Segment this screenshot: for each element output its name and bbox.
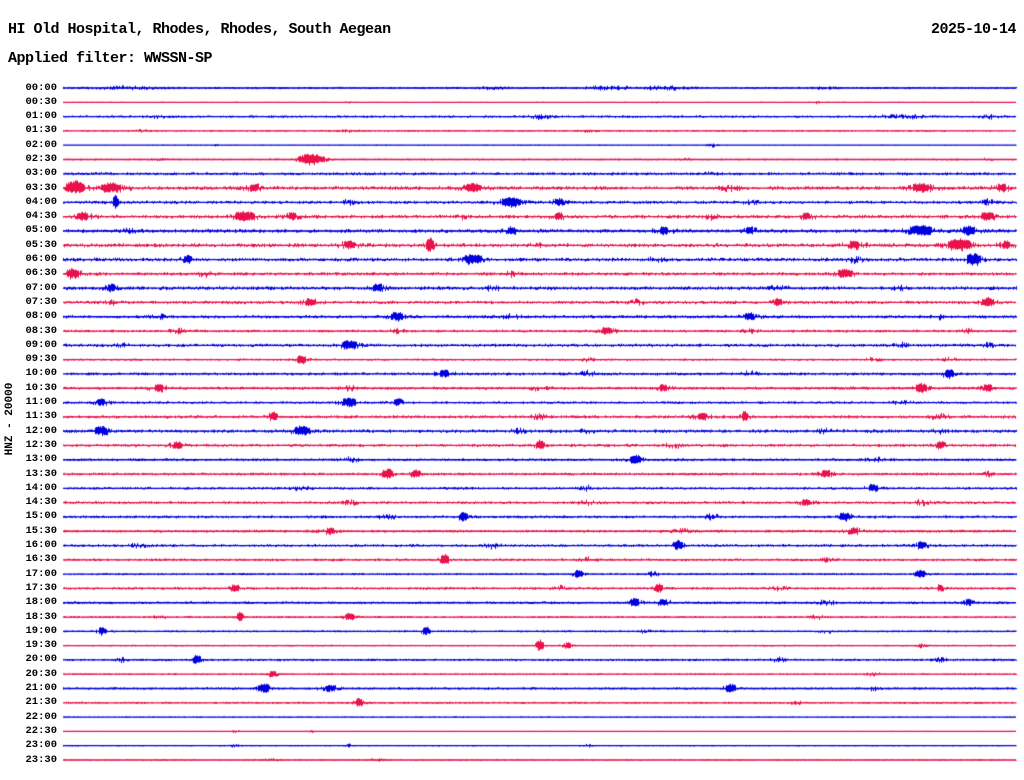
trace-time-label: 10:00 bbox=[25, 367, 57, 380]
trace-time-label: 02:00 bbox=[25, 138, 57, 151]
trace-time-label: 04:00 bbox=[25, 195, 57, 208]
trace-time-label: 22:30 bbox=[25, 724, 57, 737]
trace-time-label: 16:30 bbox=[25, 553, 57, 566]
trace-time-label: 10:30 bbox=[25, 381, 57, 394]
trace-time-label: 05:30 bbox=[25, 238, 57, 251]
trace-time-label: 20:30 bbox=[25, 667, 57, 680]
trace-time-label: 17:00 bbox=[25, 567, 57, 580]
trace-time-label: 00:30 bbox=[25, 95, 57, 108]
trace-time-label: 18:00 bbox=[25, 596, 57, 609]
trace-time-label: 05:00 bbox=[25, 224, 57, 237]
trace-time-label: 03:00 bbox=[25, 167, 57, 180]
trace-time-label: 06:30 bbox=[25, 267, 57, 280]
trace-time-label: 16:00 bbox=[25, 539, 57, 552]
trace-time-label: 08:00 bbox=[25, 310, 57, 323]
trace-time-label: 09:30 bbox=[25, 353, 57, 366]
trace-time-label: 02:30 bbox=[25, 152, 57, 165]
trace-time-label: 21:00 bbox=[25, 682, 57, 695]
trace-time-label: 22:00 bbox=[25, 710, 57, 723]
trace-time-label: 11:00 bbox=[25, 396, 57, 409]
trace-time-label: 23:00 bbox=[25, 739, 57, 752]
trace-time-label: 03:30 bbox=[25, 181, 57, 194]
trace-time-label: 18:30 bbox=[25, 610, 57, 623]
trace-time-label: 12:00 bbox=[25, 424, 57, 437]
trace-time-label: 15:30 bbox=[25, 524, 57, 537]
station-title: HI Old Hospital, Rhodes, Rhodes, South Aegean bbox=[8, 21, 391, 38]
trace-time-label: 19:00 bbox=[25, 624, 57, 637]
trace-time-label: 07:00 bbox=[25, 281, 57, 294]
trace-time-label: 07:30 bbox=[25, 295, 57, 308]
trace-time-label: 19:30 bbox=[25, 639, 57, 652]
trace-time-label: 13:30 bbox=[25, 467, 57, 480]
trace-time-label: 06:00 bbox=[25, 253, 57, 266]
trace-time-label: 04:30 bbox=[25, 210, 57, 223]
trace-time-label: 12:30 bbox=[25, 438, 57, 451]
trace-time-label: 13:00 bbox=[25, 453, 57, 466]
trace-time-label: 01:00 bbox=[25, 110, 57, 123]
trace-time-label: 14:30 bbox=[25, 496, 57, 509]
trace-time-label: 11:30 bbox=[25, 410, 57, 423]
trace-time-label: 08:30 bbox=[25, 324, 57, 337]
trace-time-label: 23:30 bbox=[25, 753, 57, 766]
trace-time-label: 17:30 bbox=[25, 581, 57, 594]
channel-scale-label: HNZ - 20000 bbox=[4, 382, 16, 456]
trace-time-label: 21:30 bbox=[25, 696, 57, 709]
trace-time-label: 15:00 bbox=[25, 510, 57, 523]
trace-time-label: 20:00 bbox=[25, 653, 57, 666]
trace-time-label: 09:00 bbox=[25, 338, 57, 351]
trace-time-label: 14:00 bbox=[25, 481, 57, 494]
trace-time-label: 01:30 bbox=[25, 124, 57, 137]
plot-date: 2025-10-14 bbox=[930, 21, 1016, 38]
applied-filter-label: Applied filter: WWSSN-SP bbox=[8, 50, 213, 67]
trace-time-label: 00:00 bbox=[25, 81, 57, 94]
